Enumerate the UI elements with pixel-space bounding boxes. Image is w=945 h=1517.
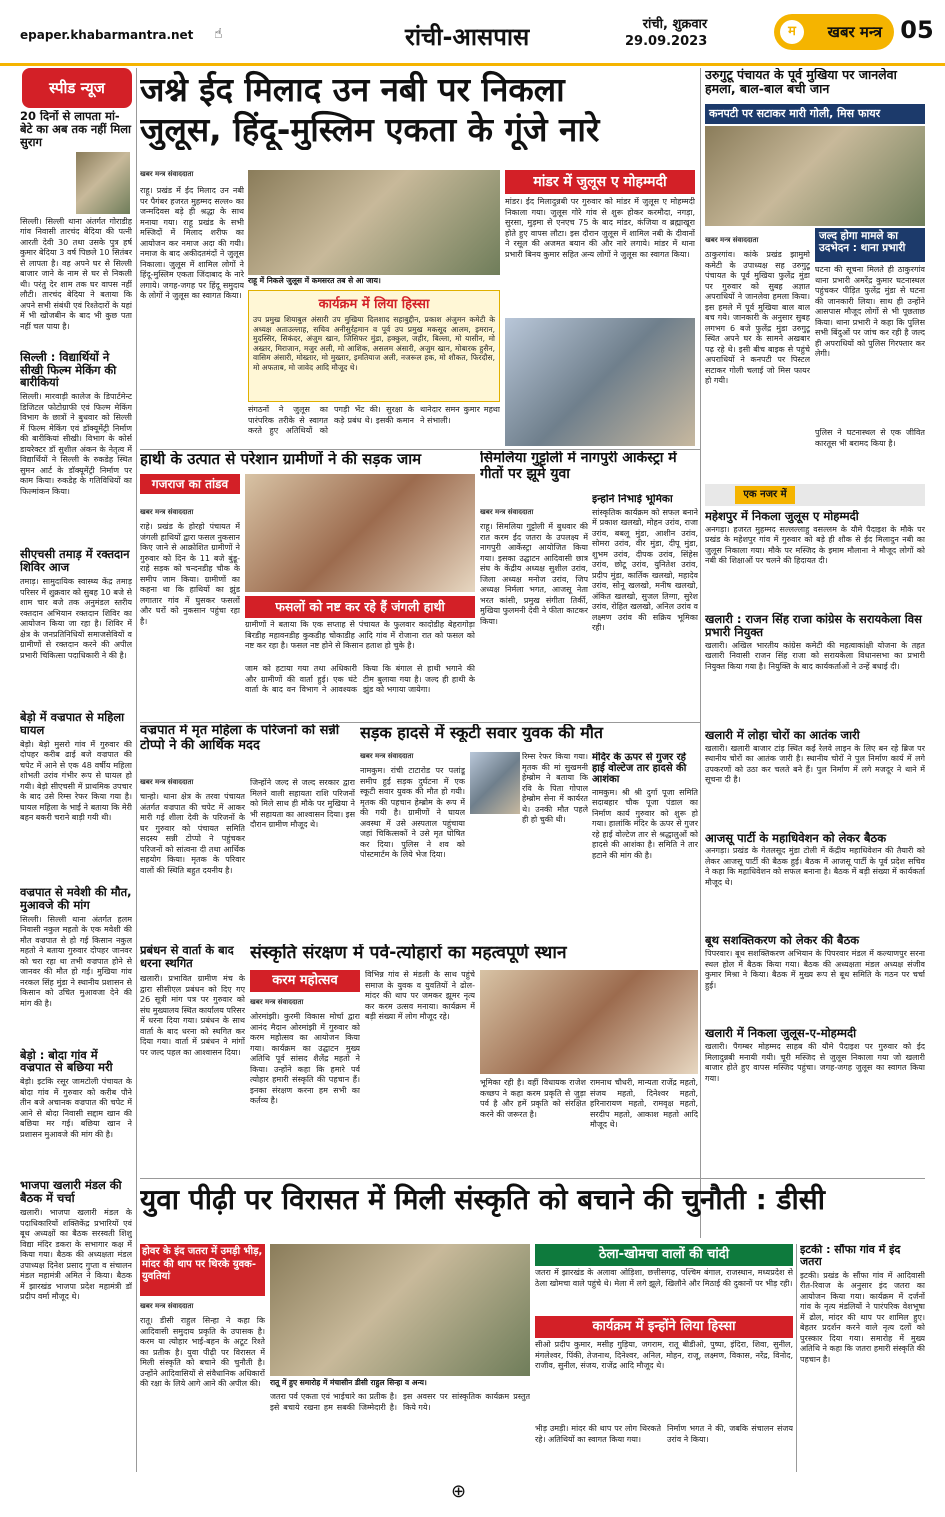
simliya-headline: सिमलिया गुट्टोली में नागपुरी आर्केस्ट्रा में गीतों पर झूमे युवा bbox=[480, 451, 677, 482]
thela-headline: ठेला-खोमचा वालों की चांदी bbox=[535, 1244, 793, 1266]
scooty-box-headline: मंदिर के ऊपर से गुजर रहे हाई वोल्टेज तार हादसे की आशंका bbox=[592, 752, 687, 786]
simliya-box bbox=[592, 494, 698, 718]
dateline bbox=[625, 16, 707, 50]
masthead bbox=[0, 0, 945, 66]
program-box bbox=[248, 290, 500, 402]
registration-mark-icon: ⊕ bbox=[451, 1481, 467, 1502]
story-headline: बेड़ो में वज्रपात से महिला घायल bbox=[20, 710, 125, 737]
scooty-body: नामकुम। रांची टाटारोड पर पलांडू समीप हुई सड़क दुर्घटना में एक स्कूटी सवार युवक की मौत हो गयी। मृतक की पहचान हेम्ब्रोम के रूप में की गयी है। ग्रामीणों ने घायल अवस्था में उसे अस्पताल पहुंचाया जहां चिकित्सकों ने उसे मृत घोषित कर दिया। पुलिस ने शव को पोस्टमार्टम के लिये भेज दिया। bbox=[360, 766, 465, 859]
story-headline: सीएचसी तमाड़ में रक्तदान शिविर आज bbox=[20, 547, 130, 575]
column-rule bbox=[136, 68, 137, 1472]
kanpati-box-headline: जल्द होगा मामले का उदभेदन : थाना प्रभारी bbox=[815, 228, 925, 262]
victim-photo bbox=[470, 752, 520, 814]
yuva-body-continued: जतरा पर्व एकता एवं भाईचारे का प्रतीक है। इसे बचाये रखना हम सबकी जिम्मेदारी है। इस अवसर पर सांस्कृतिक कार्यक्रम प्रस्तुत किये गये। bbox=[270, 1392, 530, 1412]
mandar-body: मांडर। ईद मिलादुन्नबी पर गुरुवार को मांडर में जुलूस ए मोहम्मदी निकाला गया। जुलूस गोरे गांव से शुरू होकर करमौदा, नगड़ा, सुरसा, मुड़मा से एनएच 75 के बाद मांडर, कंजिया व ब्रह्माखूरा होते हुए वापस लौटा। इस दौरान जुलूस में शामिल नबी के दीवानों ने रसूल की अजमत बयान की और नारे लगाये। मांडर में थाना प्रभारी बिनय कुमार सहित अन्य लोगों ने जुलूस का स्वागत किया। bbox=[505, 197, 695, 259]
mahotsav-photo bbox=[480, 970, 698, 1074]
epaper-url[interactable]: epaper.khabarmantra.net bbox=[20, 28, 194, 42]
story-body: सिल्ली। मारवाड़ी कालेज के डिपार्टमेन्ट डिजिटल फोटोग्राफी एवं फिल्म मेकिंग विभाग के छात्रों ने बुधवार को सिल्ली में फिल्म मेकिंग एवं डॉक्यूमेंट्री निर्माण की बारीकियां सीखी। विभाग के कोर्स डायरेक्टर डॉ सुशील अंकन के नेतृत्व में विद्यार्थियों ने सिल्ली के रुकडेह स्थित सुमन आर्ट के डॉक्यूमेंट्री निर्माण पर काम किया। रुकडेह के गतिविधियों का फिल्मांकन किया। bbox=[20, 392, 132, 496]
mahotsav-body: ओरमांझी। कुरमी विकास मोर्चा द्वारा आनंद मैदान ओरमांझी में गुरुवार को करम महोत्सव का आयोजन किया गया। कार्यक्रम का उद्घाटन मुख्य अतिथि पूर्व सांसद शैलेंद्र महतो ने किया। उन्होंने कहा कि हमारे पर्व त्योहार हमारी संस्कृति की पहचान हैं। इनका संरक्षण करना हम सभी का कर्तव्य है। bbox=[250, 1012, 360, 1105]
mandar-label: मांडर में जुलूस ए मोहम्मदी bbox=[505, 170, 695, 194]
lead-headline-line1: जश्ने ईद मिलाद उन नबी पर निकला bbox=[140, 70, 565, 109]
vajrapat-body-continued: जिन्होंने जल्द से जल्द सरकार द्वारा मिलने वाली सहायता राशि परिजनों को मिले साथ ही मौके पर मुखिया ने भी सहायता का आश्वासन दिया। इस दौरान ग्रामीण मौजूद थे। bbox=[250, 778, 355, 829]
byline: खबर मन्त्र संवाददाता bbox=[140, 778, 194, 786]
logo-text: खबर मन्त्र bbox=[827, 23, 882, 41]
mahotsav-body-2: विभिन्न गांव से मंडली के साथ पहुंचे समाज के युवक व युवतियों ने ढोल-मांदर की थाप पर जमकर झूमर नृत्य कर करम उत्सव मनाया। कार्यक्रम में बड़ी संख्या में लोग मौजूद रहे। bbox=[365, 970, 475, 1021]
byline: खबर मन्त्र संवाददाता bbox=[360, 752, 414, 760]
footer bbox=[0, 1475, 945, 1517]
mahotsav-body-3: भूमिका रही है। वहीं विधायक राजेश कच्छप ने कहा करम प्रकृति से जुड़ा पर्व है और हमें प्रकृति को संरक्षित करने की जरूरत है। bbox=[480, 1078, 586, 1119]
kanpati-caption: पुलिस ने घटनास्थल से एक जीवित कारतूस भी बरामद किया है। bbox=[815, 428, 925, 448]
lead-headline-line2: जुलूस, हिंदू-मुस्लिम एकता के गूंजे नारे bbox=[140, 110, 600, 149]
haathi-photo bbox=[245, 474, 475, 592]
byline: खबर मन्त्र संवाददाता bbox=[140, 508, 194, 516]
brief-headline: खलारी में निकला जुलूस-ए-मोहम्मदी bbox=[705, 1026, 857, 1041]
brief-body: खलारी। खलारी बाजार टांड़ स्थित कई रेलवे लाइन के लिए बन रहे ब्रिज पर स्थानीय चोरों का आतंक जारी है। स्थानीय चोरों ने पुल निर्माण कार्य में लगे उपकरणों को उठा कर चलते बने हैं। पुल निर्माण में लगे मजदूर ने थाने में सूचना दी है। bbox=[705, 743, 925, 784]
itki-story bbox=[800, 1244, 925, 1472]
brief-headline: खलारी : राजन सिंह राजा कांग्रेस के सरायकेला विस प्रभारी नियुक्त bbox=[705, 611, 922, 639]
itki-body: इटकी। प्रखंड के सौंफा गांव में आदिवासी रीत-रिवाज के अनुसार इंद जतरा का आयोजन किया गया। कार्यक्रम में दर्जनों गांव के नृत्य मंडलियों ने पारंपरिक वेशभूषा में ढोल, मांदर की थाप पर शामिल हुए। बेहतर प्रदर्शन करने वाले नृत्य दलों को पुरस्कार दिया गया। समारोह में मुख्य अतिथि ने कहा कि जतरा हमारी संस्कृति की पहचान है। bbox=[800, 1270, 925, 1364]
story-body: बेड़ो। बेड़ो मुसरो गांव में गुरुवार की दोपहर करीब ढाई बजे वज्रपात की चपेट में आने से एक 48 वर्षीय महिला शोभती उरांव गंभीर रूप से घायल हो गयी। बेड़ो सीएचसी में प्राथमिक उपचार के बाद उसे रिम्स रेफर किया गया है। घायल महिला के भाई ने बताया कि मेरी बहन बकरी चराने बाड़ी गयी थी। bbox=[20, 739, 132, 823]
brand-logo bbox=[774, 14, 894, 50]
column-rule bbox=[796, 1244, 797, 1472]
kanpati-box-body: घटना की सूचना मिलते ही ठाकुरगांव थाना प्रभारी अमरेंद्र कुमार घटनास्थल पहुंचकर पीड़ित फुलेंद्र मुंडा से घटना की जानकारी लिया। साथ ही उन्होंने आसपास मौजूद लोगों से भी पूछताछ किया। थाना प्रभारी ने कहा कि पुलिस सभी बिंदुओं पर जांच कर रही है जल्द ही अपराधियों को पुलिस गिरफ्तार कर लेगी। bbox=[815, 265, 925, 358]
haathi-body-continued: जाम को हटाया गया तथा अधिकारी और ग्रामीणों की वार्ता हुई। एक घंटे वार्ता के बाद वन विभाग ने आवश्यक किया कि बंगाल से हाथी भगाने की टीम बुलाया गया है। जल्द ही हाथी के झुंड को भगाया जायेगा। bbox=[245, 664, 475, 694]
section-title: रांची-आसपास bbox=[405, 23, 530, 51]
vajrapat-body: चान्हो। थाना क्षेत्र के तरवा पंचायत अंतर्गत वज्रपात की चपेट में आकर मारी गई शीला देवी के परिजनों के घर गुरुवार को पंचायत समिति सदस्य सन्नी टोप्पो ने पहुंचकर परिजनों को सांत्वना दी तथा आर्थिक सहयोग किया। मृतक के परिवार वालों की स्थिति बहुत दयनीय है। bbox=[140, 792, 245, 875]
column-rule bbox=[700, 68, 701, 1238]
mahotsav-body-4: रामनाथ चौधरी, मान्यता राजेंद्र महतो, संजय महतो, दिनेश्वर महतो, हरिनारायण महतो, रामवृक्ष महतो, सरदीप महतो, आकाश महतो आदि मौजूद थे। bbox=[590, 1078, 698, 1129]
thela-footer bbox=[535, 1424, 793, 1468]
yuva-photo bbox=[270, 1244, 530, 1376]
brief-headline: खलारी में लोहा चोरों का आतंक जारी bbox=[705, 727, 860, 742]
brief-body: खलारी। अखिल भारतीय कांग्रेस कमेटी की महत्वाकांक्षी योजना के तहत खलारी निवासी राजन सिंह राजा को सरायकेला विधानसभा का प्रभारी नियुक्त किया गया है। नियुक्ति के बाद कार्यकर्ताओं ने उन्हें बधाई दी। bbox=[705, 640, 925, 671]
story-headline: भाजपा खलारी मंडल की बैठक में चर्चा bbox=[20, 1178, 122, 1206]
section-rule bbox=[140, 1178, 925, 1179]
haathi-sub-body: ग्रामीणों ने बताया कि एक सप्ताह से पंचायत के फुलवार कादोडीह बेहरागोड़ा बिरडीह महावनडीह कुकडीह चोकाडीह आदि गांव में रोजाना रात को फसल को नष्ट कर रहा है। फसल नष्ट होने से किसान हताश हो चुके है। bbox=[245, 620, 475, 650]
haathi-tag: गजराज का तांडव bbox=[140, 474, 240, 494]
issue-date: 29.09.2023 bbox=[625, 34, 708, 49]
lead-photo-caption: राहू में निकले जुलूस में कमसरत तब से आ जाय। bbox=[248, 276, 500, 288]
story-headline: वज्रपात से मवेशी की मौत, मुआवजे की मांग bbox=[20, 884, 132, 912]
byline: खबर मन्त्र संवाददाता bbox=[250, 998, 304, 1006]
kanpati-photo bbox=[705, 126, 925, 226]
speed-news-label: स्पीड न्यूज bbox=[49, 79, 105, 97]
brief-headline: महेशपुर में निकला जुलूस ए मोहम्मदी bbox=[705, 510, 859, 523]
brief-headline: बूथ सशक्तिकरण को लेकर की बैठक bbox=[705, 933, 860, 948]
yuva-headline: युवा पीढ़ी पर विरासत में मिली संस्कृति को बचाने की चुनौती : डीसी bbox=[140, 1183, 825, 1216]
scooty-box bbox=[592, 752, 698, 942]
missing-person-photo bbox=[76, 152, 130, 214]
ek-najar-bar bbox=[705, 484, 925, 506]
yuva-body: रातू। डीसी राहुल सिन्हा ने कहा कि आदिवासी समुदाय प्रकृति के उपासक है। करम या त्योहार भाई-बहन के अटूट रिश्ते का प्रतीक है। युवा पीढ़ी पर विरासत में मिली संस्कृति को बचाने की चुनौती है। उन्होंने आदिवासियों से संवैधानिक अधिकारों की रक्षा के लिये आगे आने की अपील की। bbox=[140, 1316, 265, 1388]
haathi-body: राहे। प्रखंड के होरहो पंचायत में जंगली हाथियों द्वारा फसल नुकसान किए जाने से आक्रोशित ग्रामीणों ने गुरुवार को दिन के 11 बजे बुंडू-राहे सड़क को चन्दनडीह चौक के समीप जाम किया। ग्रामीणों का कहना था कि हाथियों का झुंड लगातार गांव में घुसकर फसलों और घरों को नुकसान पहुंचा रहा है। bbox=[140, 522, 240, 626]
simliya-body: राहू। सिमलिया गुट्टोली में बुधवार की रात करम ईद जतरा के उपलक्ष्य में नागपुरी आर्केस्ट्रा आयोजित किया गया। इसका उद्घाटन आदिवासी छात्र संघ के केंद्रीय अध्यक्ष सुशील उरांव, जिला अध्यक्ष मनोज उरांव, जिप अध्यक्ष निर्मला भगत, आजसू नेता भरत कांसी, प्रमुख संगीता तिर्की, मुखिया फुलमनी देवी ने फीता काटकर किया। bbox=[480, 522, 588, 626]
prabandhan-headline: प्रबंधन से वार्ता के बाद धरना स्थगित bbox=[140, 944, 234, 970]
speed-news-badge bbox=[22, 68, 132, 108]
haathi-headline: हाथी के उत्पात से परेशान ग्रामीणों ने की सड़क जाम bbox=[140, 451, 422, 468]
brief-body: पिपरवार। बूथ सशक्तिकरण अभियान के पिपरवार मंडल में कल्याणपुर सरना स्थल होल में बैठक किया गया। बैठक की अध्यक्षता मंडल अध्यक्ष संजीव कुमार मिश्रा ने किया। बैठक में मुख्य रूप से बूथ समिति के गठन पर चर्चा हुई। bbox=[705, 949, 925, 990]
program-box-title: कार्यक्रम में लिया हिस्सा bbox=[318, 297, 430, 312]
story-body: तमाड़। सामुदायिक स्वास्थ्य केंद्र तमाड़ परिसर में शुक्रवार को सुबह 10 बजे से शाम चार बजे तक अनुमंडल स्तरीय रक्तदान अभियान रक्तदान शिविर का आयोजन किया जा रहा है। शिविर में क्षेत्र के जनप्रतिनिधियों समाजसेवियों व ग्रामीणों से रक्तदान करने की अपील प्रभारी चिकित्सा पदाधिकारी ने की है। bbox=[20, 577, 132, 660]
story-headline: 20 दिनों से लापता मां-बेटे का अब तक नहीं मिला सुराग bbox=[20, 110, 132, 149]
brief-headline: आजसू पार्टी के महाधिवेशन को लेकर बैठक bbox=[705, 830, 887, 845]
byline: खबर मन्त्र संवाददाता bbox=[480, 508, 534, 516]
section-rule bbox=[140, 449, 700, 450]
byline: खबर मन्त्र संवाददाता bbox=[140, 170, 194, 178]
hand-cursor-icon: ☝ bbox=[214, 26, 223, 42]
city-day: रांची, शुक्रवार bbox=[642, 17, 708, 32]
lead-headline bbox=[140, 70, 700, 150]
thela-body: जतरा में झारखंड के अलावा ओड़िशा, छत्तीसगढ़, पश्चिम बंगाल, राजस्थान, मध्यप्रदेश से ठेला खोमचा वाले पहुंचे थे। मेला में लगे झूले, खिलौने और मिठाई की दुकानों पर भीड़ रही। bbox=[535, 1268, 793, 1288]
thela-footer-left: भीड़ उमड़ी। मांदर की थाप पर लोग थिरकते रहे। अतिथियों का स्वागत किया गया। bbox=[535, 1424, 661, 1444]
simliya-box-headline: इन्होंने निभाई भूमिका bbox=[592, 494, 673, 505]
brief-body: खलारी। पैगम्बर मोहम्मद साहब की यौमे पैदाइश पर गुरुवार को ईद मिलादुन्नबी मनायी गयी। चूरी मस्जिद से जुलूस निकाला गया जो खलारी बाजार होते हुए वापस मस्जिद पहुंचा। जगह-जगह जुलूस का स्वागत किया गया। bbox=[705, 1042, 925, 1083]
simliya-box-body: सांस्कृतिक कार्यक्रम को सफल बनाने में प्रकाश खलखो, मोहन उरांव, राजा उरांव, बबलू मुंडा, आशीन उरांव, सोमरा उरांव, वीर मुंडा, दीपू मुंडा, शुभम उरांव, दीपक उरांव, सिंहेस उरांव, छोटू उरांव, युनितेश उरांव, प्रदीप मुंडा, कार्तिक खलखो, महादेव उरांव, सोनू खलखो, मनीष खलखो, अंकित खलखो, सुजल तिग्गा, सुरेश उरांव, रोहित खलखो, अनिल उरांव व लक्ष्मण उरांव की सक्रिय भूमिका रही। bbox=[592, 507, 698, 633]
brief-body: अनगड़ा। हजरत मुहम्मद सल्लल्लाहु वसल्लम के यौमे पैदाइश के मौके पर प्रखंड के महेशपुर गांव में गुरुवार को बड़े ही शौक से ईद मिलादुन नबी का जुलूस निकाला गया। मौके पर मस्जिद के इमाम मौलाना ने मौजूद लोगों को नबी की शिक्षाओं पर चलने की हिदायत दी। bbox=[705, 524, 925, 566]
story-body: सिल्ली। सिल्ली थाना अंतर्गत हलम निवासी नकुल महतो के एक मवेशी की मौत वज्रपात से हो गई किसान नकुल महतो ने बताया गुरुवार दोपहर जानवर को चरा रहा था तभी वज्रपात होने से जानवर की मौत हो गई। मुखिया गांव नरकल सिंह मुंडा ने स्थानीय प्रशासन से किसान को उचित मुआवजा देने की मांग की है। bbox=[20, 914, 132, 1008]
kanpati-headline: उरुगुटू पंचायत के पूर्व मुखिया पर जानलेवा हमला, बाल-बाल बची जान bbox=[705, 68, 897, 96]
kanpati-subhead: कनपटी पर सटाकर मारी गोली, मिस फायर bbox=[705, 104, 925, 124]
itki-headline: इटकी : सौंफा गांव में इंद जतरा bbox=[800, 1244, 901, 1269]
logo-mark-icon: म bbox=[780, 20, 804, 44]
kanpati-body: ठाकुरगांव। कांके प्रखंड झामुमो कमेटी के उपाध्यक्ष सह उरुगुटू पंचायत के पूर्व मुखिया फुलेंद्र मुंडा पर गुरुवार को सुबह अज्ञात अपराधियों ने जानलेवा हमला किया। इस हमले में पूर्व मुखिया बाल बाल बच गये। जानकारी के अनुसार सुबह लगभग 6 बजे फुलेंद्र मुंडा उरुगुटू स्थित अपने घर के सामने अखबार पढ़ रहे थे। इसी बीच बाइक से पहुंचे अपराधियों ने कनपटी पर पिस्टल सटाकर गोली चलाई जो मिस फायर हो गयी। bbox=[705, 250, 810, 385]
story-headline: बेड़ो : बोदा गांव में वज्रपात से बछिया मरी bbox=[20, 1047, 113, 1075]
prabandhan-body: खलारी। प्रभावित ग्रामीण मंच के द्वारा सीसीएल प्रबंधन को दिए गए 26 सूत्री मांग पत्र पर गुरुवार को संघ मुख्यालय स्थित कार्यालय परिसर में धरना दिया गया। प्रबंधन के साथ वार्ता के बाद धरना को स्थगित कर दिया गया। वार्ता में प्रबंधन ने मांगों पर जल्द पहल का आश्वासन दिया। bbox=[140, 974, 245, 1057]
thela-program-headline: कार्यक्रम में इन्होंने लिया हिस्सा bbox=[535, 1316, 793, 1338]
mahotsav-headline: संस्कृति संरक्षण में पर्व-त्योहारों का महत्वपूर्ण स्थान bbox=[250, 944, 567, 963]
story-body: सिल्ली। सिल्ली थाना अंतर्गत गोराडीह गांव निवासी तारचंद बेदिया की पत्नी आरती देवी 30 तथा उसके पुत्र हर्ष कुमार बेदिया 3 वर्ष पिछले 10 सितंबर से लापता है। वह अपने घर से सिल्ली बाजार जाने के नाम से घर से निकली थी। परंतु देर शाम तक घर वापस नहीं लौटी। तारचंद बेदिया ने बताया कि अपने सभी संबंधी एवं रिश्तेदारों के यहां में भी खोजबीन के बाद भी कुछ पता नहीं चल पाया है। bbox=[20, 216, 132, 331]
thela-footer-right: निर्माण भगत ने की, जबकि संचालन संजय उरांव ने किया। bbox=[667, 1424, 793, 1444]
left-column bbox=[20, 110, 132, 1472]
story-body: बेड़ो। इटकि रसूर जामटोली पंचायत के बोदा गांव में गुरुवार को करीब पौने तीन बजे अचानक वज्रपात की चपेट में आने से बोदा निवासी सद्दाम खान की बछिया मर गई। बछिया खान ने प्रशासन मुआवजे की मांग की है। bbox=[20, 1077, 132, 1139]
story-headline: सिल्ली : विद्यार्थियों ने सीखी फिल्म मेकिंग की बारीकियां bbox=[20, 349, 117, 390]
scooty-headline: सड़क हादसे में स्कूटी सवार युवक की मौत bbox=[360, 724, 604, 742]
scooty-box-body: नामकुम। श्री श्री दुर्गा पूजा समिति सदाबहार चौक पूजा पंडाल का निर्माण कार्य गुरुवार को शुरू हो गया। हालांकि मंदिर के ऊपर से गुजर रहे हाई वोल्टेज तार से श्रद्धालुओं को हादसे की आशंका है। समिति ने तार हटाने की मांग की है। bbox=[592, 787, 698, 860]
lead-body: राहू। प्रखंड में ईद मिलाद उन नबी पर पैगंबर हजरत मुहम्मद सल्ल० का जन्मदिवस बड़े ही श्रद्धा के साथ मनाया गया। राहू प्रखंड के सभी मस्जिदों में मिलाद शरीफ का आयोजन कर नमाज अदा की गयी। नमाज के बाद अकीदतमंदों ने जुलूस निकाला। जुलूस में शामिल लोगों ने हिंदू-मुस्लिम एकता जिंदाबाद के नारे लगाये। जगह-जगह पर हिंदू समुदाय के लोगों ने जुलूस का स्वागत किया। bbox=[140, 186, 244, 300]
haathi-subhead: फसलों को नष्ट कर रहे हैं जंगली हाथी bbox=[245, 596, 475, 618]
vajrapat-headline: वज्रपात में मृत महिला के परिजनों को सन्नी टोप्पो ने की आर्थिक मदद bbox=[140, 724, 340, 753]
thela-box bbox=[535, 1244, 793, 1472]
byline: खबर मन्त्र संवाददाता bbox=[140, 1302, 194, 1310]
scooty-body-continued: रिम्स रेफर किया गया। मृतक की मां सुखमनी हेम्ब्रोम ने बताया कि रवि के पिता गोपाल हेम्ब्रोम सेना में कार्यरत थे। उनकी मौत पहले ही हो चुकी थी। bbox=[522, 752, 588, 824]
program-box-body: उप प्रमुख शियाबुल अंसारी उप मुखिया दिलशाद सहाबुद्दीन, प्रकाश अंजुमन कमेटी के अध्यक्ष अताउल्लाह, सचिव अनीसुर्रहमान व पूर्व उप प्रमुख मकसूद आलम, इमरान, मुदस्सिर, सिकंदर, अंजुम खान, जिसिफर मुंडा, हक्कुल, जहीर, बिल्ला, मो यासीन, मो अख्तर, मिराजान, मजुर अली, मो आशिक, असलम अंसारी, अजुम खान, मोबारक हुसैन, वासिम अंसारी, मोख्तार, मो मुख्तार, इमतियाज अली, नजरूल हक, मो शौकत, फिरदौस, मो अफताब, मो जावेद आदि मौजूद थे। bbox=[253, 315, 495, 372]
byline: खबर मन्त्र संवाददाता bbox=[705, 236, 759, 244]
page-number: 05 bbox=[900, 16, 934, 44]
story-body: खलारी। भाजपा खलारी मंडल के पदाधिकारियों शक्तिकेंद्र प्रभारियों एवं बूथ अध्यक्षों का बैठक सरस्वती शिशु विद्या मंदिर डकरा के सभागार कक्ष में किया गया। बैठक की अध्यक्षता मंडल उपाध्यक्ष दिनेश प्रसाद गुप्ता व संचालन मंडल महामंत्री अमित ने किया। बैठक में झारखंड भाजपा प्रदेश महामंत्री डॉ प्रदीप वर्मा मौजूद थे। bbox=[20, 1208, 132, 1301]
lead-body-continued: संगठनों ने जुलूस का पारंपरिक तरीके से स्वागत करते हुए अतिथियों को पगड़ी भेंट की। सुरक्षा के कड़े प्रबंध थे। इसकी कमान थानेदार समन कुमार महथा ने संभाली। bbox=[248, 405, 500, 435]
yuva-box: होवर के इंद जतरा में उमड़ी भीड़, मांदर की थाप पर थिरके युवक-युवतियां bbox=[140, 1244, 265, 1296]
brief-body: अनगड़ा। प्रखंड के गेतलसूद मुंडा टोली में केंद्रीय महाधिवेशन की तैयारी को लेकर आजसू पार्टी की बैठक हुई। बैठक में आजसू पार्टी के पूर्व प्रदेश सचिव ने कहा कि महाधिवेशन को सफल बनाना है। बैठक में बड़ी संख्या में कार्यकर्ता मौजूद थे। bbox=[705, 846, 925, 887]
right-column-briefs bbox=[705, 510, 925, 1230]
lead-photo bbox=[248, 170, 500, 275]
yuva-photo-caption: रातू में हुए समारोह में मंचासीन डीसी राहुल सिन्हा व अन्य। bbox=[270, 1378, 530, 1390]
ek-najar-tag: एक नजर में bbox=[735, 486, 795, 504]
mahotsav-tag: करम महोत्सव bbox=[250, 970, 360, 992]
thela-program-body: सीओ प्रदीप कुमार, मसीह गुड़िया, जगराम, रातू बीडीओ, पुष्पा, इंदिरा, शिवा, सुनील, मंगलेश्वर, पिंकी, तेजनाथ, दिनेश्वर, अनिल, मोहन, राजू, लक्ष्मण, विकास, नरेंद्र, विनोद, राजीव, सुनील, संजय, राजेंद्र आदि मौजूद थे। bbox=[535, 1340, 793, 1370]
section-rule bbox=[140, 722, 700, 723]
mandar-photo bbox=[505, 318, 695, 446]
